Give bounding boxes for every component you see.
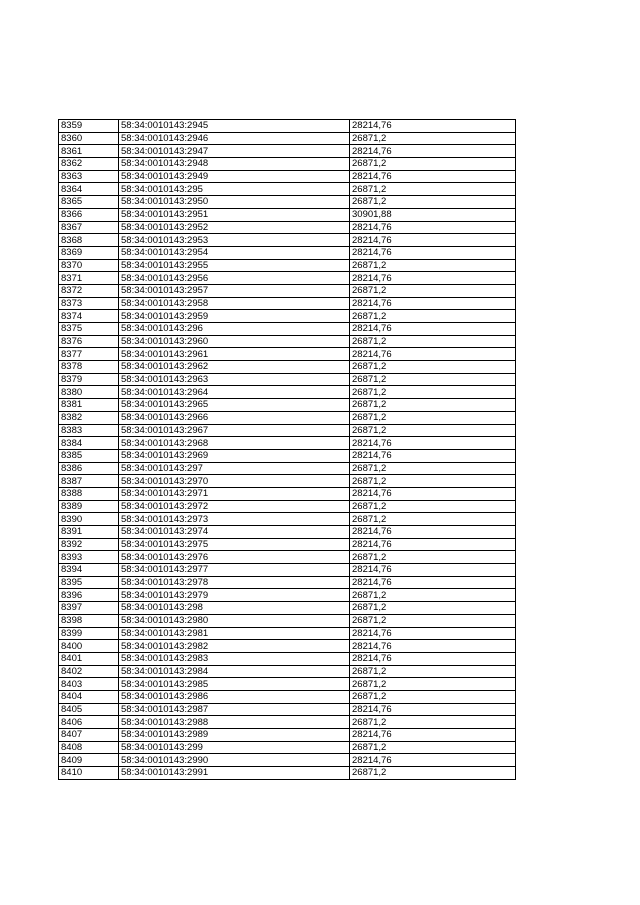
- table-row: [59, 132, 516, 145]
- row-number-cell: 8403: [59, 678, 119, 691]
- table-row: [59, 652, 516, 665]
- table-row: [59, 627, 516, 640]
- table-row: [59, 158, 516, 171]
- table-row: [59, 551, 516, 564]
- row-number-cell: 8395: [59, 576, 119, 589]
- cadastral-number-cell: 58:34:0010143:2972: [119, 500, 350, 513]
- table-row: [59, 323, 516, 336]
- table-row: [59, 183, 516, 196]
- row-number-cell: 8378: [59, 361, 119, 374]
- cadastral-number-cell: 58:34:0010143:2973: [119, 513, 350, 526]
- cadastral-number-cell: 58:34:0010143:298: [119, 602, 350, 615]
- cadastral-number-cell: 58:34:0010143:297: [119, 462, 350, 475]
- row-number-cell: 8396: [59, 589, 119, 602]
- table-row: [59, 259, 516, 272]
- row-number-cell: 8409: [59, 754, 119, 767]
- row-number-cell: 8393: [59, 551, 119, 564]
- row-number-cell: 8375: [59, 323, 119, 336]
- value-cell: 28214,76: [350, 437, 516, 450]
- cadastral-number-cell: 58:34:0010143:2946: [119, 132, 350, 145]
- cadastral-number-cell: 58:34:0010143:2966: [119, 411, 350, 424]
- value-cell: 26871,2: [350, 589, 516, 602]
- row-number-cell: 8405: [59, 703, 119, 716]
- row-number-cell: 8394: [59, 564, 119, 577]
- value-cell: 26871,2: [350, 500, 516, 513]
- table-row: [59, 399, 516, 412]
- value-cell: 28214,76: [350, 272, 516, 285]
- value-cell: 26871,2: [350, 259, 516, 272]
- value-cell: 28214,76: [350, 234, 516, 247]
- row-number-cell: 8365: [59, 196, 119, 209]
- row-number-cell: 8392: [59, 538, 119, 551]
- cadastral-number-cell: 58:34:0010143:2956: [119, 272, 350, 285]
- row-number-cell: 8377: [59, 348, 119, 361]
- value-cell: 28214,76: [350, 729, 516, 742]
- value-cell: 28214,76: [350, 449, 516, 462]
- value-cell: 28214,76: [350, 348, 516, 361]
- row-number-cell: 8408: [59, 741, 119, 754]
- cadastral-number-cell: 58:34:0010143:2974: [119, 526, 350, 539]
- cadastral-number-cell: 58:34:0010143:2988: [119, 716, 350, 729]
- table-row: [59, 437, 516, 450]
- table-row: [59, 145, 516, 158]
- row-number-cell: 8400: [59, 640, 119, 653]
- table-row: [59, 564, 516, 577]
- cadastral-number-cell: 58:34:0010143:296: [119, 323, 350, 336]
- value-cell: 26871,2: [350, 361, 516, 374]
- value-cell: 26871,2: [350, 614, 516, 627]
- value-cell: 26871,2: [350, 678, 516, 691]
- row-number-cell: 8407: [59, 729, 119, 742]
- value-cell: 28214,76: [350, 221, 516, 234]
- row-number-cell: 8402: [59, 665, 119, 678]
- value-cell: 26871,2: [350, 399, 516, 412]
- cadastral-number-cell: 58:34:0010143:2985: [119, 678, 350, 691]
- cadastral-number-cell: 58:34:0010143:2947: [119, 145, 350, 158]
- row-number-cell: 8367: [59, 221, 119, 234]
- cadastral-number-cell: 58:34:0010143:2954: [119, 246, 350, 259]
- table-row: [59, 462, 516, 475]
- cadastral-number-cell: 58:34:0010143:2984: [119, 665, 350, 678]
- cadastral-number-cell: 58:34:0010143:2987: [119, 703, 350, 716]
- value-cell: 26871,2: [350, 602, 516, 615]
- table-row: [59, 703, 516, 716]
- cadastral-number-cell: 58:34:0010143:2967: [119, 424, 350, 437]
- cadastral-number-cell: 58:34:0010143:2990: [119, 754, 350, 767]
- row-number-cell: 8370: [59, 259, 119, 272]
- table-row: [59, 576, 516, 589]
- cadastral-number-cell: 58:34:0010143:2979: [119, 589, 350, 602]
- table-row: [59, 716, 516, 729]
- row-number-cell: 8389: [59, 500, 119, 513]
- row-number-cell: 8398: [59, 614, 119, 627]
- value-cell: 28214,76: [350, 640, 516, 653]
- value-cell: 26871,2: [350, 335, 516, 348]
- cadastral-number-cell: 58:34:0010143:2963: [119, 373, 350, 386]
- table-row: [59, 284, 516, 297]
- table-row: [59, 449, 516, 462]
- row-number-cell: 8362: [59, 158, 119, 171]
- table-row: [59, 500, 516, 513]
- value-cell: 26871,2: [350, 310, 516, 323]
- cadastral-number-cell: 58:34:0010143:2976: [119, 551, 350, 564]
- cadastral-number-cell: 58:34:0010143:2968: [119, 437, 350, 450]
- cadastral-number-cell: 58:34:0010143:2982: [119, 640, 350, 653]
- row-number-cell: 8382: [59, 411, 119, 424]
- row-number-cell: 8404: [59, 690, 119, 703]
- cadastral-number-cell: 58:34:0010143:2948: [119, 158, 350, 171]
- row-number-cell: 8401: [59, 652, 119, 665]
- row-number-cell: 8388: [59, 487, 119, 500]
- table-row: [59, 411, 516, 424]
- table-row: [59, 310, 516, 323]
- cadastral-number-cell: 58:34:0010143:2961: [119, 348, 350, 361]
- value-cell: 26871,2: [350, 462, 516, 475]
- table-row: [59, 221, 516, 234]
- table-row: [59, 589, 516, 602]
- row-number-cell: 8410: [59, 767, 119, 780]
- cadastral-number-cell: 58:34:0010143:2986: [119, 690, 350, 703]
- row-number-cell: 8374: [59, 310, 119, 323]
- value-cell: 26871,2: [350, 665, 516, 678]
- cadastral-number-cell: 58:34:0010143:2950: [119, 196, 350, 209]
- cadastral-number-cell: 58:34:0010143:2965: [119, 399, 350, 412]
- table-row: [59, 424, 516, 437]
- value-cell: 26871,2: [350, 513, 516, 526]
- cadastral-number-cell: 58:34:0010143:2969: [119, 449, 350, 462]
- table-row: [59, 678, 516, 691]
- value-cell: 26871,2: [350, 741, 516, 754]
- table-row: [59, 361, 516, 374]
- row-number-cell: 8379: [59, 373, 119, 386]
- table-row: [59, 348, 516, 361]
- table-row: [59, 234, 516, 247]
- table-row: [59, 196, 516, 209]
- table-row: [59, 120, 516, 133]
- value-cell: 30901,88: [350, 208, 516, 221]
- table-row: [59, 272, 516, 285]
- cadastral-number-cell: 58:34:0010143:2962: [119, 361, 350, 374]
- value-cell: 28214,76: [350, 627, 516, 640]
- cadastral-number-cell: 58:34:0010143:2970: [119, 475, 350, 488]
- table-body: [59, 120, 516, 780]
- table-row: [59, 208, 516, 221]
- table-row: [59, 754, 516, 767]
- table-row: [59, 513, 516, 526]
- row-number-cell: 8380: [59, 386, 119, 399]
- value-cell: 28214,76: [350, 652, 516, 665]
- value-cell: 28214,76: [350, 145, 516, 158]
- cadastral-number-cell: 58:34:0010143:2964: [119, 386, 350, 399]
- cadastral-number-cell: 58:34:0010143:2951: [119, 208, 350, 221]
- value-cell: 28214,76: [350, 246, 516, 259]
- value-cell: 26871,2: [350, 690, 516, 703]
- value-cell: 26871,2: [350, 767, 516, 780]
- value-cell: 26871,2: [350, 551, 516, 564]
- value-cell: 26871,2: [350, 424, 516, 437]
- value-cell: 28214,76: [350, 564, 516, 577]
- table-row: [59, 767, 516, 780]
- row-number-cell: 8361: [59, 145, 119, 158]
- cadastral-number-cell: 58:34:0010143:2952: [119, 221, 350, 234]
- cadastral-number-cell: 58:34:0010143:2953: [119, 234, 350, 247]
- table-row: [59, 297, 516, 310]
- value-cell: 26871,2: [350, 183, 516, 196]
- cadastral-number-cell: 58:34:0010143:2945: [119, 120, 350, 133]
- row-number-cell: 8368: [59, 234, 119, 247]
- value-cell: 26871,2: [350, 411, 516, 424]
- row-number-cell: 8364: [59, 183, 119, 196]
- row-number-cell: 8376: [59, 335, 119, 348]
- cadastral-number-cell: 58:34:0010143:2980: [119, 614, 350, 627]
- row-number-cell: 8369: [59, 246, 119, 259]
- table-row: [59, 538, 516, 551]
- table-row: [59, 690, 516, 703]
- table-row: [59, 170, 516, 183]
- cadastral-number-cell: 58:34:0010143:2983: [119, 652, 350, 665]
- cadastral-number-cell: 58:34:0010143:2971: [119, 487, 350, 500]
- table-row: [59, 741, 516, 754]
- row-number-cell: 8363: [59, 170, 119, 183]
- table-row: [59, 729, 516, 742]
- table-row: [59, 640, 516, 653]
- value-cell: 28214,76: [350, 297, 516, 310]
- row-number-cell: 8371: [59, 272, 119, 285]
- cadastral-number-cell: 58:34:0010143:2981: [119, 627, 350, 640]
- row-number-cell: 8360: [59, 132, 119, 145]
- value-cell: 26871,2: [350, 386, 516, 399]
- value-cell: 28214,76: [350, 526, 516, 539]
- row-number-cell: 8359: [59, 120, 119, 133]
- value-cell: 28214,76: [350, 703, 516, 716]
- data-table: [58, 119, 516, 780]
- value-cell: 26871,2: [350, 158, 516, 171]
- cadastral-number-cell: 58:34:0010143:2957: [119, 284, 350, 297]
- value-cell: 26871,2: [350, 132, 516, 145]
- row-number-cell: 8383: [59, 424, 119, 437]
- value-cell: 26871,2: [350, 475, 516, 488]
- table-row: [59, 246, 516, 259]
- cadastral-number-cell: 58:34:0010143:2955: [119, 259, 350, 272]
- row-number-cell: 8391: [59, 526, 119, 539]
- row-number-cell: 8381: [59, 399, 119, 412]
- cadastral-number-cell: 58:34:0010143:2949: [119, 170, 350, 183]
- cadastral-number-cell: 58:34:0010143:2978: [119, 576, 350, 589]
- table-row: [59, 614, 516, 627]
- row-number-cell: 8387: [59, 475, 119, 488]
- cadastral-number-cell: 58:34:0010143:2959: [119, 310, 350, 323]
- table-row: [59, 373, 516, 386]
- value-cell: 28214,76: [350, 323, 516, 336]
- value-cell: 28214,76: [350, 754, 516, 767]
- row-number-cell: 8397: [59, 602, 119, 615]
- table-row: [59, 335, 516, 348]
- table-row: [59, 475, 516, 488]
- cadastral-number-cell: 58:34:0010143:2991: [119, 767, 350, 780]
- row-number-cell: 8385: [59, 449, 119, 462]
- cadastral-number-cell: 58:34:0010143:2989: [119, 729, 350, 742]
- table-row: [59, 487, 516, 500]
- row-number-cell: 8406: [59, 716, 119, 729]
- cadastral-number-cell: 58:34:0010143:2975: [119, 538, 350, 551]
- row-number-cell: 8386: [59, 462, 119, 475]
- table-row: [59, 386, 516, 399]
- value-cell: 28214,76: [350, 487, 516, 500]
- row-number-cell: 8372: [59, 284, 119, 297]
- cadastral-number-cell: 58:34:0010143:299: [119, 741, 350, 754]
- table-row: [59, 665, 516, 678]
- value-cell: 26871,2: [350, 196, 516, 209]
- row-number-cell: 8399: [59, 627, 119, 640]
- value-cell: 28214,76: [350, 576, 516, 589]
- value-cell: 28214,76: [350, 170, 516, 183]
- row-number-cell: 8373: [59, 297, 119, 310]
- table-row: [59, 526, 516, 539]
- row-number-cell: 8366: [59, 208, 119, 221]
- value-cell: 28214,76: [350, 538, 516, 551]
- row-number-cell: 8384: [59, 437, 119, 450]
- cadastral-number-cell: 58:34:0010143:2977: [119, 564, 350, 577]
- value-cell: 26871,2: [350, 284, 516, 297]
- cadastral-number-cell: 58:34:0010143:295: [119, 183, 350, 196]
- value-cell: 26871,2: [350, 373, 516, 386]
- table-row: [59, 602, 516, 615]
- value-cell: 28214,76: [350, 120, 516, 133]
- cadastral-number-cell: 58:34:0010143:2958: [119, 297, 350, 310]
- row-number-cell: 8390: [59, 513, 119, 526]
- value-cell: 26871,2: [350, 716, 516, 729]
- cadastral-number-cell: 58:34:0010143:2960: [119, 335, 350, 348]
